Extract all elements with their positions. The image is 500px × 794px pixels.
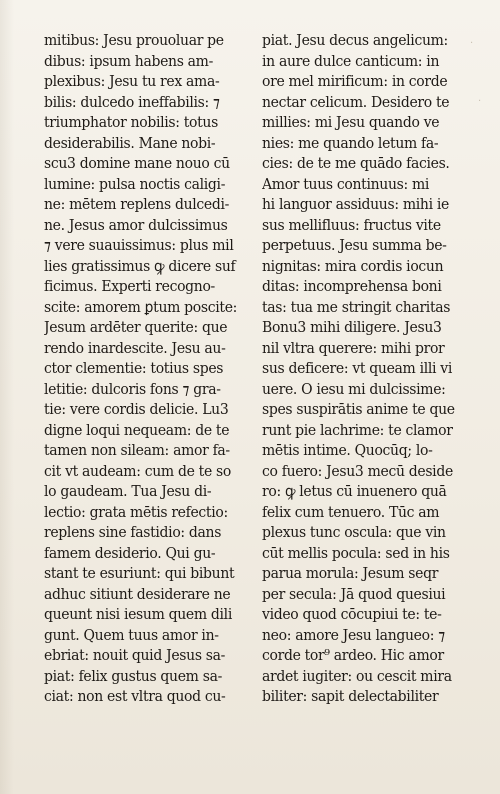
text-line: lies gratissimus ꝙ dicere suf	[44, 256, 236, 275]
text-line: Amor tuus continuus: mi	[262, 174, 430, 193]
text-line: tas: tua me stringit charitas	[262, 297, 451, 316]
text-line: ne. Jesus amor dulcissimus	[44, 215, 228, 234]
text-line: digne loqui nequeam: de te	[44, 420, 230, 439]
text-line: nectar celicum. Desidero te	[262, 92, 450, 111]
margin-speck: ·	[470, 38, 474, 49]
text-line: adhuc sitiunt desiderare ne	[44, 584, 231, 603]
text-line: lumine: pulsa noctis caligi-	[44, 174, 226, 193]
text-line: plexus tunc oscula: que vin	[262, 523, 446, 541]
text-line: queunt nisi iesum quem dili	[44, 605, 232, 623]
text-line: stant te esuriunt: qui bibunt	[44, 564, 235, 582]
text-line: corde tor⁹ ardeo. Hic amor	[262, 646, 444, 664]
text-line: ebriat: nouit quid Jesus sa-	[44, 646, 226, 664]
text-line: spes suspirātis anime te que	[262, 400, 455, 418]
text-line: in aure dulce canticum: in	[262, 51, 440, 70]
text-line: letitie: dulcoris fons ⁊ gra-	[44, 379, 221, 398]
text-line: runt pie lachrime: te clamor	[262, 420, 453, 439]
text-line: ro: ꝙ letus cū inuenero quā	[262, 482, 447, 500]
text-line: hi languor assiduus: mihi ie	[262, 195, 449, 213]
margin-speck: ·	[478, 96, 482, 107]
text-line: cit vt audeam: cum de te so	[44, 461, 231, 480]
text-line: ditas: incomprehensa boni	[262, 277, 442, 295]
text-line: rendo inardescite. Jesu au-	[44, 338, 226, 357]
text-line: bilis: dulcedo ineffabilis: ⁊	[44, 92, 220, 111]
text-line: video quod cōcupiui te: te-	[262, 605, 442, 623]
text-line: cies: de te me quādo facies.	[262, 154, 450, 172]
text-line: lo gaudeam. Tua Jesu di-	[44, 482, 212, 500]
text-line: sus deficere: vt queam illi vi	[262, 359, 453, 377]
text-line: ciat: non est vltra quod cu-	[44, 687, 226, 705]
text-line: parua morula: Jesum seqr	[262, 564, 439, 582]
text-line: gunt. Quem tuus amor in-	[44, 625, 219, 644]
text-line: millies: mi Jesu quando ve	[262, 113, 440, 131]
text-line: ne: mētem replens dulcedi-	[44, 195, 230, 213]
text-line: biliter: sapit delectabiliter	[262, 687, 439, 705]
text-line: neo: amore Jesu langueo: ⁊	[262, 625, 445, 644]
text-line: famem desiderio. Qui gu-	[44, 543, 216, 562]
text-line: perpetuus. Jesu summa be-	[262, 236, 447, 254]
text-line: mitibus: Jesu prouoluar pe	[44, 31, 224, 49]
text-line: per secula: Jā quod quesiui	[262, 584, 446, 603]
text-line: sus mellifluus: fructus vite	[262, 215, 441, 234]
text-line: replens sine fastidio: dans	[44, 523, 222, 541]
text-line: Bonu3 mihi diligere. Jesu3	[262, 318, 442, 336]
text-line: uere. O iesu mi dulcissime:	[262, 379, 446, 398]
text-line: dibus: ipsum habens am-	[44, 51, 214, 70]
text-line: ⁊ vere suauissimus: plus mil	[44, 236, 234, 254]
text-line: mētis intime. Quocūq; lo-	[262, 441, 433, 459]
text-line: tie: vere cordis delicie. Lu3	[44, 400, 229, 418]
text-line: lectio: grata mētis refectio:	[44, 502, 228, 521]
text-line: cūt mellis pocula: sed in his	[262, 543, 450, 562]
text-line: triumphator nobilis: totus	[44, 113, 218, 131]
text-line: piat: felix gustus quem sa-	[44, 666, 222, 685]
text-line: plexibus: Jesu tu rex ama-	[44, 72, 220, 90]
text-line: scu3 domine mane nouo cū	[44, 154, 230, 172]
text-line: felix cum tenuero. Tūc am	[262, 502, 440, 521]
left-text-column	[44, 30, 257, 707]
text-line: ore mel mirificum: in corde	[262, 72, 448, 90]
text-line: ctor clementie: totius spes	[44, 359, 224, 377]
text-line: piat. Jesu decus angelicum:	[262, 31, 448, 49]
text-line: ardet iugiter: ou cescit mira	[262, 666, 452, 685]
text-line: ficimus. Experti recogno-	[44, 277, 215, 295]
text-line: co fuero: Jesu3 mecū desidе	[262, 461, 453, 480]
right-text-column	[262, 30, 475, 707]
text-line: nignitas: mira cordis iocun	[262, 256, 444, 275]
text-line: nies: me quando letum fa-	[262, 133, 439, 152]
text-line: scite: amorem ꝑtum poscite:	[44, 297, 238, 316]
text-line: nil vltra querere: mihi pror	[262, 338, 445, 357]
text-line: Jesum ardēter querite: que	[44, 318, 228, 336]
text-line: tamen non sileam: amor fa-	[44, 441, 230, 459]
text-line: desiderabilis. Mane nobi-	[44, 133, 216, 152]
